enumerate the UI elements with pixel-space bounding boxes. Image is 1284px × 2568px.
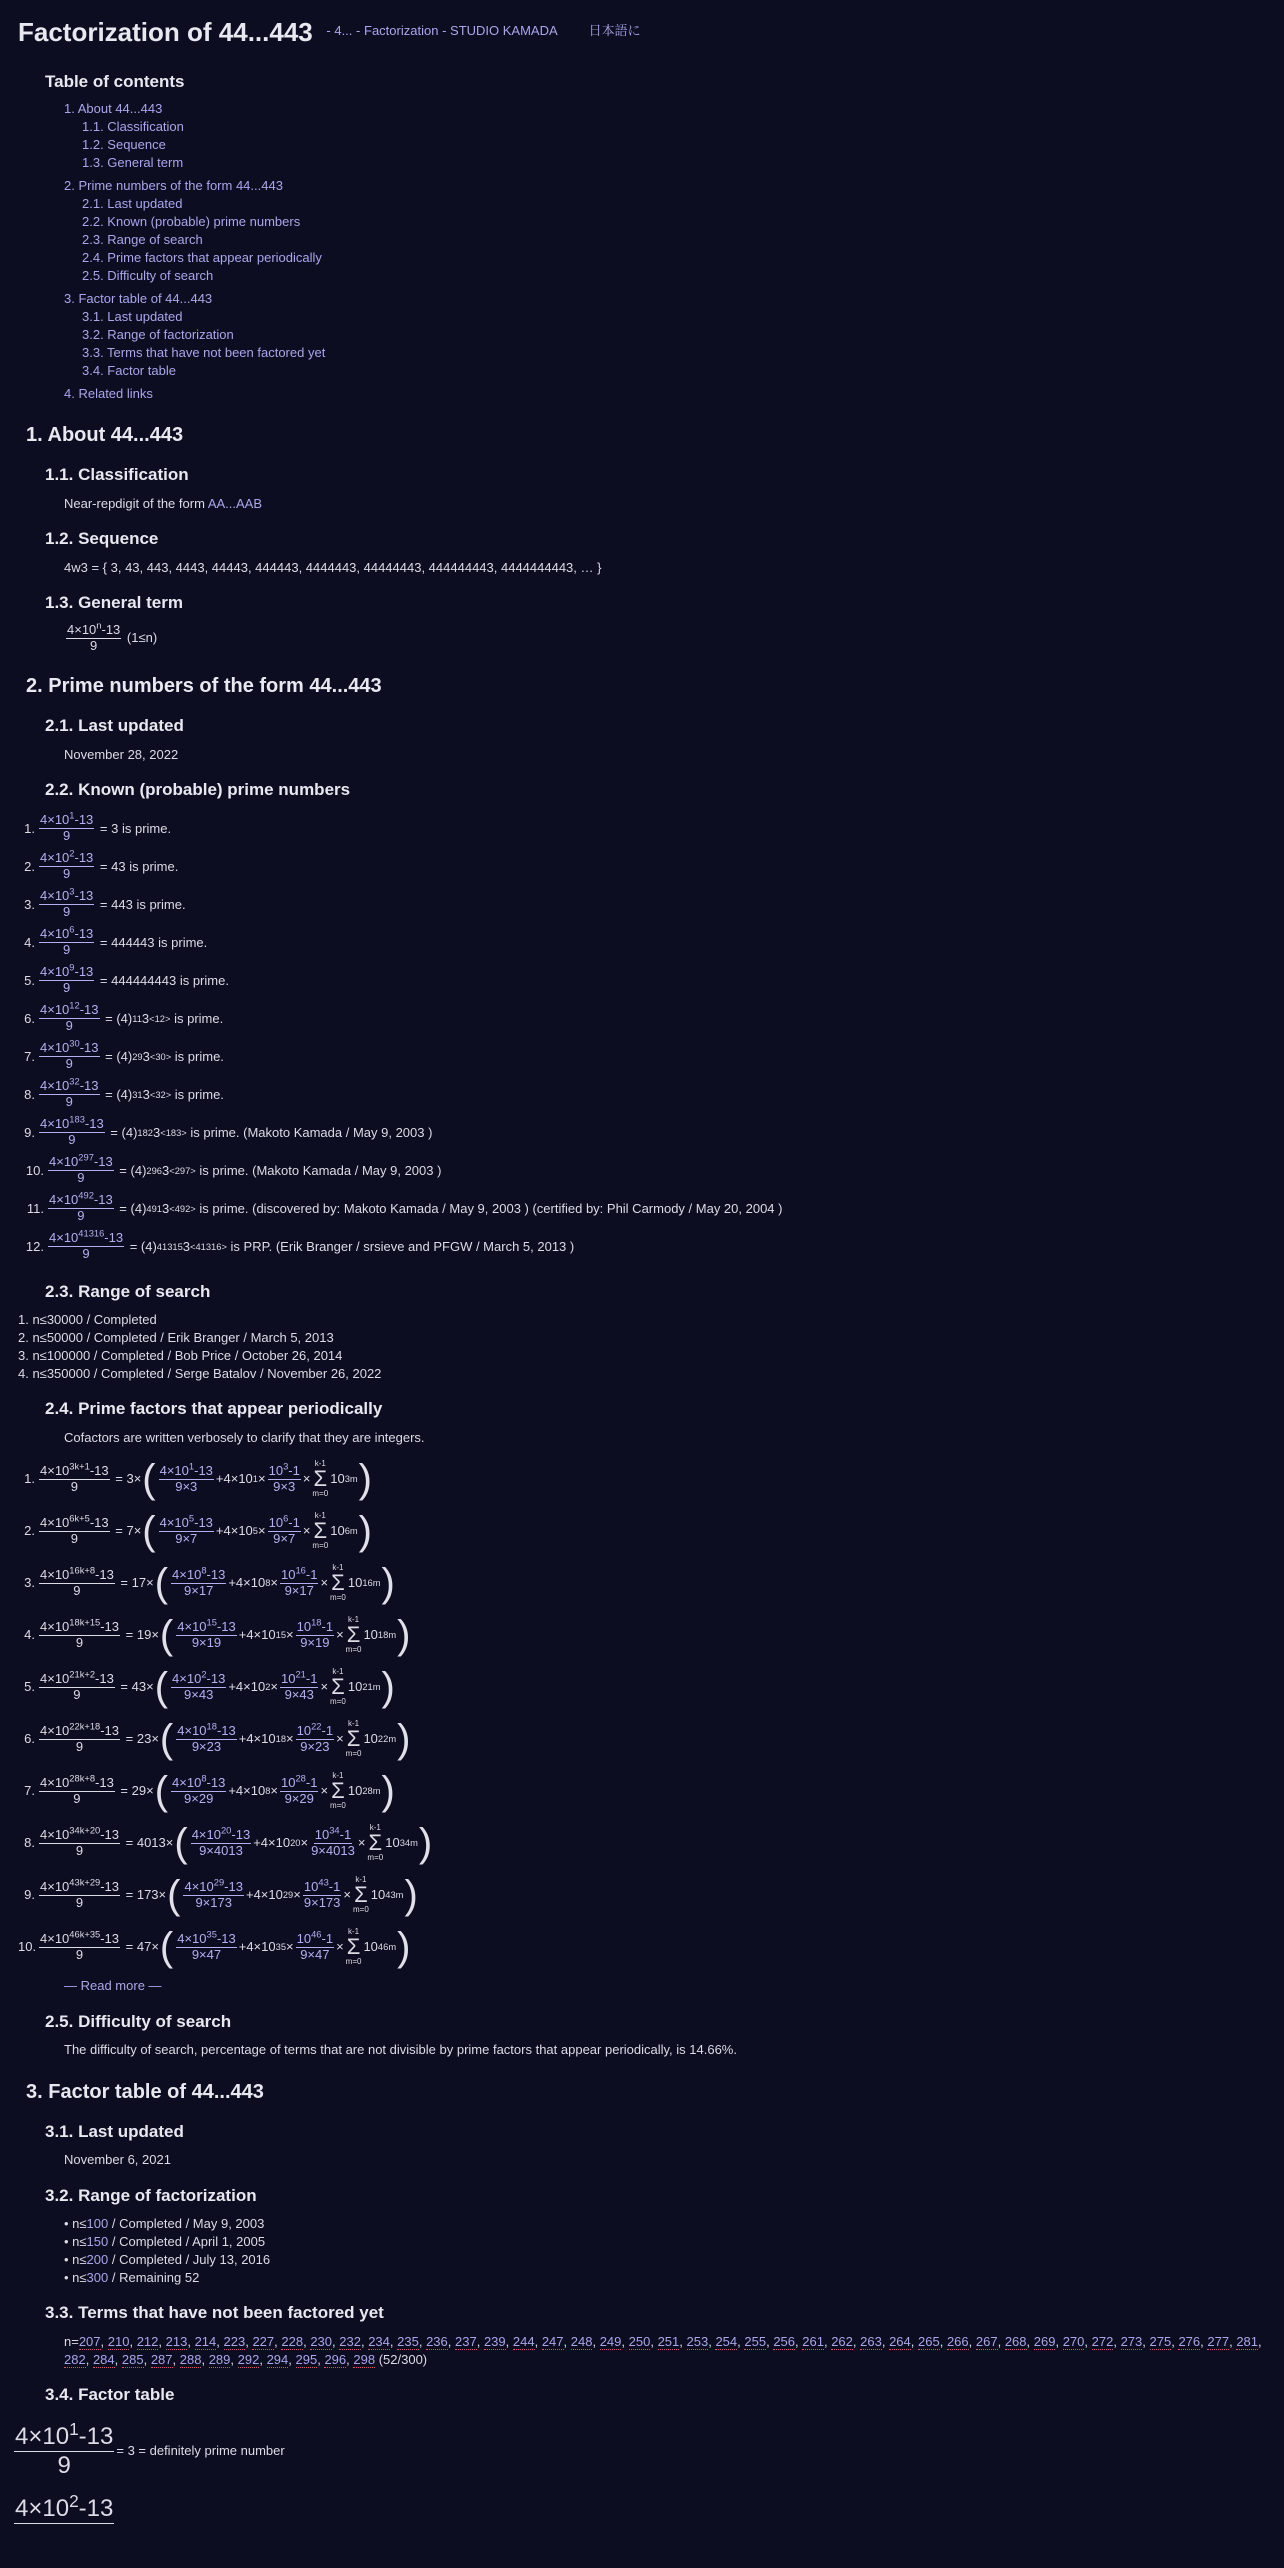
fraction: $\frac{4\times 10^{20}-13}{9\times 4013}$: [191, 1825, 251, 1858]
fraction: $\frac{4\times 10^{22k+18}-13}{9}$: [40, 1721, 120, 1754]
fraction: $\frac{10^{16}-1}{9\times 17}$: [281, 1565, 318, 1598]
sum-icon: k-1 Σ m=0: [330, 1771, 346, 1811]
unfactored-term-link[interactable]: 275: [1149, 2334, 1172, 2350]
unfactored-term-link[interactable]: 223: [223, 2334, 246, 2350]
fraction: $\frac{10^{28}-1}{9\times 29}$: [281, 1773, 318, 1806]
fraction: $\frac{4\times 10^{28k+8}-13}{9}$: [40, 1773, 114, 1806]
unfactored-term-link[interactable]: 249: [599, 2334, 622, 2350]
difficulty-title: 2.5. Difficulty of search: [45, 2011, 232, 2031]
fraction: $\frac{4\times 10^{46k+35}-13}{9}$: [40, 1929, 120, 1962]
section-2-title: 2. Prime numbers of the form 44...443: [26, 674, 382, 697]
periodic-item: 6. $\frac{4\times 10^{22k+18}-13}{9}$ = 23 × ( $\frac{4\times 10^{18}-13}{9\times 23}$ + 4×10 18 × $\frac{10^{22}-1}{9\times 23}$ × k-1 Σ m=0 10 22m ): [24, 1717, 411, 1762]
factor-range-link[interactable]: 200: [86, 2252, 109, 2268]
toc-sublink[interactable]: 3.3. Terms that have not been factored yet: [82, 345, 326, 361]
fraction: $\frac{4\times 10^6-13}{9}$: [40, 924, 94, 958]
unfactored-term-link[interactable]: 281: [1236, 2334, 1259, 2350]
periodic-item: 7. $\frac{4\times 10^{28k+8}-13}{9}$ = 29 × ( $\frac{4\times 10^8-13}{9\times 29}$ + 4×10 8 × $\frac{10^{28}-1}{9\times 29}$ × k-1 Σ m=0 10 28m ): [24, 1769, 395, 1814]
periodic-item: 9. $\frac{4\times 10^{43k+29}-13}{9}$ = 173 × ( $\frac{4\times 10^{29}-13}{9\times 173}$ + 4×10 29 × $\frac{10^{43}-1}{9\times 173}$ × k-1 Σ m=0 10 43m ): [24, 1873, 418, 1918]
section-1-title: 1. About 44...443: [26, 424, 184, 447]
unfactored-term-link[interactable]: 272: [1091, 2334, 1114, 2350]
range-item: 4. n≤350000 / Completed / Serge Batalov / November 26, 2022: [18, 1366, 382, 1382]
unfactored-term-link[interactable]: 268: [1004, 2334, 1027, 2350]
unfactored-title: 3.3. Terms that have not been factored yet: [45, 2303, 384, 2323]
prime-item: 9. $\frac{4\times 10^{183}-13}{9}$ = (4) 182 3 <183> is prime. (Makoto Kamada / May 9, 2003 ): [24, 1114, 433, 1148]
difficulty-text: The difficulty of search, percentage of terms that are not divisible by prime factors that appear periodically, is 14.66%.: [64, 2042, 737, 2058]
unfactored-term-link[interactable]: 262: [831, 2334, 853, 2350]
sum-icon: k-1 Σ m=0: [345, 1719, 362, 1759]
toc-sublink[interactable]: 2.4. Prime factors that appear periodically: [82, 250, 322, 266]
prime-formula-link[interactable]: [46, 1152, 116, 1186]
toc-sublink[interactable]: 2.1. Last updated: [82, 196, 183, 212]
factor-range-link[interactable]: 300: [86, 2270, 109, 2286]
page-header: [18, 14, 1266, 56]
fraction: $\frac{4\times 10^9-13}{9}$: [40, 962, 94, 996]
factor-row: [12, 2418, 1266, 2479]
japanese-link[interactable]: 日本語に: [588, 23, 641, 38]
unfactored-term-link[interactable]: 277: [1207, 2334, 1230, 2350]
factor-row: [12, 2491, 1266, 2524]
sum-icon: k-1 Σ m=0: [345, 1927, 362, 1967]
unfactored-term-link[interactable]: 261: [802, 2334, 824, 2350]
unfactored-term-link[interactable]: 248: [570, 2334, 593, 2350]
fraction: $\frac{4\times 10^8-13}{9\times 17}$: [172, 1565, 226, 1598]
fraction: $\frac{4\times 10^{21k+2}-13}{9}$: [40, 1669, 114, 1702]
prime-item: 1. $\frac{4\times 10^1-13}{9}$ = 3 is prime.: [24, 810, 172, 844]
unfactored-term-link[interactable]: 228: [281, 2334, 304, 2350]
fraction: $\frac{10^6-1}{9\times 7}$: [268, 1513, 300, 1546]
unfactored-term-link[interactable]: 265: [918, 2334, 940, 2350]
factor-range-item: • n≤300 / Remaining 52: [64, 2269, 1266, 2287]
prime-item: 4. $\frac{4\times 10^6-13}{9}$ = 444443 is prime.: [24, 924, 208, 958]
prime-item: 8. $\frac{4\times 10^{32}-13}{9}$ = (4) 31 3 <32> is prime.: [24, 1076, 224, 1110]
fraction: $\frac{4\times 10^2-13}{9\times 43}$: [172, 1669, 226, 1702]
unfactored-term-link[interactable]: 266: [946, 2334, 969, 2350]
unfactored-term-link[interactable]: 264: [889, 2334, 911, 2350]
fraction: $\frac{4\times 10^{6k+5}-13}{9}$: [40, 1513, 109, 1546]
fraction: $\frac{4\times 10^{15}-13}{9\times 19}$: [177, 1617, 236, 1650]
unfactored-term-link[interactable]: 237: [455, 2334, 477, 2350]
unfactored-term-link[interactable]: 236: [426, 2334, 448, 2350]
factor-range-title: 3.2. Range of factorization: [45, 2185, 257, 2205]
factor-updated-title: 3.1. Last updated: [45, 2121, 184, 2141]
range-item: 3. n≤100000 / Completed / Bob Price / October 26, 2014: [18, 1348, 343, 1364]
toc-sublink[interactable]: 1.3. General term: [82, 155, 184, 171]
unfactored-term-link[interactable]: 298: [353, 2352, 376, 2368]
periodic-item: 8. $\frac{4\times 10^{34k+20}-13}{9}$ = 4013 × ( $\frac{4\times 10^{20}-13}{9\times 4013}$ + 4×10 20 × $\frac{10^{34}-1}{9\times 4013}$ × k-1 Σ m=0 10 34m ): [24, 1821, 433, 1866]
sum-icon: k-1 Σ m=0: [330, 1667, 346, 1707]
section-3-title: 3. Factor table of 44...443: [26, 2080, 264, 2103]
prime-item: 11. $\frac{4\times 10^{492}-13}{9}$ = (4) 491 3 <492> is prime. (discovered by: Makoto Kamada / May 9, 2003 ) (certified by: Phil Carmody / May 20, 2004 ): [26, 1190, 783, 1224]
fraction: $\frac{4\times 10^2-13}{9}$: [40, 848, 94, 882]
unfactored-term-link[interactable]: 292: [237, 2352, 260, 2368]
unfactored-term-link[interactable]: 227: [252, 2334, 275, 2350]
toc-link[interactable]: 4. Related links: [64, 386, 153, 402]
prime-formula-link[interactable]: [46, 1228, 126, 1262]
factor-range-link[interactable]: 100: [86, 2216, 109, 2232]
prime-formula-link[interactable]: [37, 1038, 102, 1072]
known-primes-list: [18, 810, 1266, 1266]
unfactored-term-link[interactable]: 296: [324, 2352, 347, 2368]
toc-sublist: [64, 308, 1266, 380]
unfactored-term-link[interactable]: 214: [194, 2334, 217, 2350]
prime-formula-link[interactable]: [37, 962, 96, 996]
factor-result: = 3 = definitely prime number: [116, 2442, 285, 2458]
prime-formula-link[interactable]: [37, 886, 96, 920]
range-item: 2. n≤50000 / Completed / Erik Branger / March 5, 2013: [18, 1330, 334, 1346]
classification-link[interactable]: AA...AAB: [207, 495, 263, 511]
fraction: $\frac{4\times 10^{30}-13}{9}$: [40, 1038, 99, 1072]
unfactored-term-link[interactable]: 263: [860, 2334, 882, 2350]
breadcrumb-link-studio-kamada[interactable]: STUDIO KAMADA: [450, 23, 557, 38]
sum-icon: k-1 Σ m=0: [352, 1875, 369, 1915]
prime-item: 7. $\frac{4\times 10^{30}-13}{9}$ = (4) 29 3 <30> is prime.: [24, 1038, 224, 1072]
sum-icon: k-1 Σ m=0: [330, 1563, 346, 1603]
sequence-title: 1.2. Sequence: [45, 529, 159, 549]
toc-title: Table of contents: [45, 72, 185, 92]
unfactored-term-link[interactable]: 282: [64, 2352, 86, 2368]
unfactored-term-link[interactable]: 234: [368, 2334, 390, 2350]
fraction: $\frac{4\times 10^{18}-13}{9\times 23}$: [177, 1721, 236, 1754]
prime-item: 10. $\frac{4\times 10^{297}-13}{9}$ = (4) 296 3 <297> is prime. (Makoto Kamada / May 9, 2003 ): [25, 1152, 442, 1186]
toc-subitem: [82, 136, 1266, 154]
classification-title: 1.1. Classification: [45, 465, 189, 485]
toc-sublink[interactable]: 2.3. Range of search: [82, 232, 203, 248]
toc-sublist: [64, 118, 1266, 172]
periodic-item: 10. $\frac{4\times 10^{46k+35}-13}{9}$ = 47 × ( $\frac{4\times 10^{35}-13}{9\times 47}$ + 4×10 35 × $\frac{10^{46}-1}{9\times 47}$ × k-1 Σ m=0 10 46m ): [18, 1925, 411, 1970]
fraction: $\frac{10^{21}-1}{9\times 43}$: [281, 1669, 318, 1702]
factor-range-item: • n≤200 / Completed / July 13, 2016: [64, 2251, 1266, 2269]
fraction: $\frac{4\times 10^5-13}{9\times 7}$: [159, 1513, 213, 1546]
fraction: $\frac{4\times 10^{183}-13}{9}$: [40, 1114, 104, 1148]
periodic-intro: Cofactors are written verbosely to clarify that they are integers.: [64, 1430, 425, 1446]
breadcrumb-link-4[interactable]: 4...: [334, 23, 353, 38]
unfactored-term-link[interactable]: 207: [78, 2334, 101, 2350]
unfactored-term-link[interactable]: 285: [121, 2352, 144, 2368]
unfactored-term-link[interactable]: 230: [310, 2334, 333, 2350]
fraction: $\frac{4\times 10^3-13}{9}$: [40, 886, 94, 920]
toc-subitem: [82, 362, 1266, 380]
prime-item: 5. $\frac{4\times 10^9-13}{9}$ = 444444443 is prime.: [24, 962, 229, 996]
fraction: $\frac{4\times 10^{34k+20}-13}{9}$: [40, 1825, 120, 1858]
toc-subitem: [82, 308, 1266, 326]
unfactored-term-link[interactable]: 256: [773, 2334, 796, 2350]
toc-subitem: [82, 231, 1266, 249]
sum-icon: k-1 Σ m=0: [312, 1511, 329, 1551]
fraction: $\frac{10^{34}-1}{9\times 4013}$: [311, 1825, 355, 1858]
fraction: $\frac{4\times 10^{12}-13}{9}$: [40, 1000, 99, 1034]
toc-subitem: [82, 213, 1266, 231]
periodic-item: 3. $\frac{4\times 10^{16k+8}-13}{9}$ = 17 × ( $\frac{4\times 10^8-13}{9\times 17}$ + 4×10 8 × $\frac{10^{16}-1}{9\times 17}$ × k-1 Σ m=0 10 16m ): [24, 1561, 395, 1606]
periodic-factors-title: 2.4. Prime factors that appear periodically: [45, 1399, 383, 1419]
toc-subitem: [82, 267, 1266, 285]
unfactored-term-link[interactable]: 295: [295, 2352, 318, 2368]
factor-range-list: [64, 2215, 1266, 2287]
unfactored-term-link[interactable]: 244: [512, 2334, 535, 2350]
unfactored-term-link[interactable]: 210: [107, 2334, 130, 2350]
toc-subitem: [82, 326, 1266, 344]
factor-table-title: 3.4. Factor table: [45, 2385, 175, 2405]
fraction: $\frac{4\times 10^{35}-13}{9\times 47}$: [177, 1929, 236, 1962]
unfactored-term-link[interactable]: 289: [208, 2352, 231, 2368]
prime-formula-link[interactable]: [37, 810, 96, 844]
general-term-title: 1.3. General term: [45, 593, 183, 613]
factor-range-item: • n≤150 / Completed / April 1, 2005: [64, 2233, 1266, 2251]
factor-table: [4, 2418, 1266, 2524]
toc-link[interactable]: 1. About 44...443: [64, 101, 163, 117]
fraction: $\frac{10^{46}-1}{9\times 47}$: [296, 1929, 334, 1962]
fraction: $\frac{4\times 10^{3k+1}-13}{9}$: [40, 1461, 109, 1494]
unfactored-term-link[interactable]: 255: [744, 2334, 767, 2350]
fraction: $\frac{4\times 10^{41316}-13}{9}$: [49, 1228, 124, 1262]
periodic-item: 4. $\frac{4\times 10^{18k+15}-13}{9}$ = 19 × ( $\frac{4\times 10^{15}-13}{9\times 19}$ + 4×10 15 × $\frac{10^{18}-1}{9\times 19}$ × k-1 Σ m=0 10 18m ): [24, 1613, 411, 1658]
periodic-item: 1. $\frac{4\times 10^{3k+1}-13}{9}$ = 3 × ( $\frac{4\times 10^1-13}{9\times 3}$ + 4×10 1 × $\frac{10^3-1}{9\times 3}$ × k-1 Σ m=0 10 3m ): [24, 1457, 372, 1502]
periodic-factors-list: [18, 1453, 1266, 1973]
prime-item: 2. $\frac{4\times 10^2-13}{9}$ = 43 is prime.: [24, 848, 179, 882]
periodic-item: 5. $\frac{4\times 10^{21k+2}-13}{9}$ = 43 × ( $\frac{4\times 10^2-13}{9\times 43}$ + 4×10 2 × $\frac{10^{21}-1}{9\times 43}$ × k-1 Σ m=0 10 21m ): [24, 1665, 395, 1710]
sum-icon: k-1 Σ m=0: [345, 1615, 362, 1655]
unfactored-term-link[interactable]: 284: [92, 2352, 115, 2368]
toc-link[interactable]: 2. Prime numbers of the form 44...443: [64, 178, 283, 194]
toc-item: [64, 290, 1266, 380]
fraction: $\frac{4\times 10^1-13}{9}$: [40, 810, 94, 844]
breadcrumb: - 4... - Factorization - STUDIO KAMADA 日本語に: [326, 23, 641, 38]
fraction: $\frac{4\times 10^{16k+8}-13}{9}$: [40, 1565, 114, 1598]
toc-sublink[interactable]: 2.2. Known (probable) prime numbers: [82, 214, 301, 230]
prime-formula-link[interactable]: [46, 1190, 116, 1224]
sum-icon: k-1 Σ m=0: [367, 1823, 384, 1863]
prime-item: 6. $\frac{4\times 10^{12}-13}{9}$ = (4) 11 3 <12> is prime.: [24, 1000, 224, 1034]
unfactored-term-link[interactable]: 288: [179, 2352, 202, 2368]
range-of-search-list: [18, 1311, 1266, 1383]
toc-subitem: [82, 344, 1266, 362]
fraction: $\frac{10^{22}-1}{9\times 23}$: [296, 1721, 334, 1754]
prime-formula-link[interactable]: [37, 1000, 102, 1034]
prime-formula-link[interactable]: [37, 924, 96, 958]
factor-range-link[interactable]: 150: [86, 2234, 109, 2250]
prime-formula-link[interactable]: [37, 1076, 102, 1110]
read-more-link[interactable]: — Read more —: [64, 1978, 162, 1994]
unfactored-list: n=207, 210, 212, 213, 214, 223, 227, 228, 230, 232, 234, 235, 236, 237, 239, 244, 247, 248, 249, 250, 251, 253, 254, 255, 256, 261, 262, 263, 264, 265, 266, 267, 268, 269, 270, 272, 273, 275, 276, 277, 281, 282, 284, 285, 287, 288, 289, 292, 294, 295, 296, 298 (52/300): [64, 2334, 1262, 2368]
toc-sublink[interactable]: 2.5. Difficulty of search: [82, 268, 214, 284]
periodic-item: 2. $\frac{4\times 10^{6k+5}-13}{9}$ = 7 × ( $\frac{4\times 10^5-13}{9\times 7}$ + 4×10 5 × $\frac{10^6-1}{9\times 7}$ × k-1 Σ m=0 10 6m ): [24, 1509, 372, 1554]
prime-item: 3. $\frac{4\times 10^3-13}{9}$ = 443 is prime.: [24, 886, 186, 920]
toc-sublist: [64, 195, 1266, 285]
unfactored-term-link[interactable]: 276: [1178, 2334, 1201, 2350]
fraction: $\frac{10^{43}-1}{9\times 173}$: [303, 1877, 341, 1910]
toc-subitem: [82, 154, 1266, 172]
unfactored-term-link[interactable]: 213: [165, 2334, 188, 2350]
unfactored-term-link[interactable]: 235: [397, 2334, 419, 2350]
unfactored-term-link[interactable]: 251: [657, 2334, 680, 2350]
toc-sublink[interactable]: 1.2. Sequence: [82, 137, 166, 153]
factor-updated-date: November 6, 2021: [64, 2152, 171, 2168]
toc-subitem: [82, 195, 1266, 213]
prime-formula-link[interactable]: [37, 1114, 107, 1148]
fraction: $\frac{4\times 10^{18k+15}-13}{9}$: [40, 1617, 120, 1650]
sequence-text: 4w3 = { 3, 43, 443, 4443, 44443, 444443, 4444443, 44444443, 444444443, 4444444443, … }: [64, 559, 602, 575]
range-item: 1. n≤30000 / Completed: [18, 1312, 157, 1328]
toc-subitem: [82, 249, 1266, 267]
last-updated-date: November 28, 2022: [64, 746, 179, 762]
prime-formula-link[interactable]: [37, 848, 96, 882]
toc-item: [64, 100, 1266, 172]
fraction: $\frac{4\times 10^{32}-13}{9}$: [40, 1076, 99, 1110]
toc-sublink[interactable]: 3.1. Last updated: [82, 309, 183, 325]
range-of-search-title: 2.3. Range of search: [45, 1281, 211, 1301]
toc-item: [64, 385, 1266, 403]
classification-text: Near-repdigit of the form AA...AAB: [64, 495, 263, 511]
unfactored-term-link[interactable]: 287: [150, 2352, 173, 2368]
toc-list: [45, 100, 1266, 403]
toc-item: [64, 177, 1266, 285]
unfactored-term-link[interactable]: 270: [1062, 2334, 1085, 2350]
fraction: $\frac{4\times 10^{29}-13}{9\times 173}$: [184, 1877, 243, 1910]
fraction: $\frac{4\times 10^{492}-13}{9}$: [49, 1190, 113, 1224]
unfactored-term-link[interactable]: 247: [541, 2334, 564, 2350]
fraction: $\frac{4\times 10^1-13}{9}$: [15, 2418, 114, 2479]
unfactored-term-link[interactable]: 294: [266, 2352, 289, 2368]
factor-range-item: • n≤100 / Completed / May 9, 2003: [64, 2215, 1266, 2233]
sum-icon: k-1 Σ m=0: [312, 1459, 329, 1499]
fraction: $\frac{10^3-1}{9\times 3}$: [268, 1461, 300, 1494]
unfactored-term-link[interactable]: 212: [136, 2334, 159, 2350]
unfactored-term-link[interactable]: 267: [975, 2334, 998, 2350]
unfactored-term-link[interactable]: 269: [1033, 2334, 1056, 2350]
page-title: Factorization of 44...443: [18, 17, 313, 47]
fraction: $4\times 10^2-13$: [15, 2491, 114, 2523]
fraction: $\frac{4\times 10^{43k+29}-13}{9}$: [40, 1877, 120, 1910]
unfactored-term-link[interactable]: 253: [686, 2334, 709, 2350]
fraction: $\frac{4\times 10^8-13}{9\times 29}$: [172, 1773, 226, 1806]
breadcrumb-link-factorization[interactable]: Factorization: [364, 23, 439, 38]
toc-subitem: [82, 118, 1266, 136]
toc-sublink[interactable]: 3.4. Factor table: [82, 363, 176, 379]
unfactored-term-link[interactable]: 232: [339, 2334, 361, 2350]
unfactored-term-link[interactable]: 239: [483, 2334, 506, 2350]
known-primes-title: 2.2. Known (probable) prime numbers: [45, 779, 351, 799]
unfactored-term-link[interactable]: 250: [628, 2334, 651, 2350]
unfactored-term-link[interactable]: 254: [715, 2334, 738, 2350]
toc-link[interactable]: 3. Factor table of 44...443: [64, 291, 213, 307]
unfactored-term-link[interactable]: 273: [1120, 2334, 1143, 2350]
last-updated-title: 2.1. Last updated: [45, 715, 184, 735]
fraction: $\frac{4\times 10^1-13}{9\times 3}$: [159, 1461, 213, 1494]
prime-item: 12. $\frac{4\times 10^{41316}-13}{9}$ = (4) 41315 3 <41316> is PRP. (Erik Branger / srsieve and PFGW / March 5, 2013 ): [25, 1228, 575, 1262]
fraction: $\frac{4\times 10^{297}-13}{9}$: [49, 1152, 113, 1186]
toc-sublink[interactable]: 3.2. Range of factorization: [82, 327, 234, 343]
table-of-contents: [45, 70, 1266, 403]
toc-sublink[interactable]: 1.1. Classification: [82, 119, 184, 135]
fraction: $\frac{10^{18}-1}{9\times 19}$: [296, 1617, 334, 1650]
general-term: $\frac{4\times 10^n-13}{9}$ (1≤n): [67, 620, 158, 653]
